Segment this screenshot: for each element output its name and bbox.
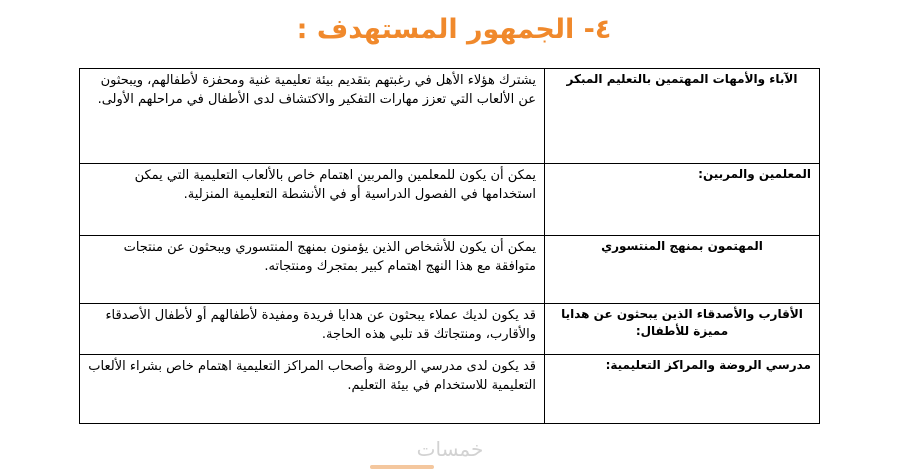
audience-description-cell: قد يكون لدى مدرسي الروضة وأصحاب المراكز التعليمية اهتمام خاص بشراء الألعاب التعليمية للاستخدام في بيئة التعليم. bbox=[80, 355, 545, 424]
section-title: ٤- الجمهور المستهدف : bbox=[296, 14, 612, 45]
table-row bbox=[80, 69, 820, 164]
watermark-underline bbox=[370, 465, 434, 469]
table-row bbox=[80, 164, 820, 236]
table-row bbox=[80, 304, 820, 355]
audience-description-cell: يمكن أن يكون للمعلمين والمربين اهتمام خاص بالألعاب التعليمية التي يمكن استخدامها في الفصول الدراسية أو في الأنشطة التعليمية المنزلية. bbox=[80, 164, 545, 236]
table-row bbox=[80, 355, 820, 424]
table-row bbox=[80, 236, 820, 304]
watermark: خمسات bbox=[416, 437, 484, 461]
audience-group-cell: المعلمين والمربين: bbox=[545, 164, 820, 236]
audience-group-cell: الآباء والأمهات المهتمين بالتعليم المبكر bbox=[545, 69, 820, 164]
audience-group-cell: مدرسي الروضة والمراكز التعليمية: bbox=[545, 355, 820, 424]
audience-group-cell: الأقارب والأصدقاء الذين يبحثون عن هدايا مميزة للأطفال: bbox=[545, 304, 820, 355]
audience-description-cell: قد يكون لديك عملاء يبحثون عن هدايا فريدة ومفيدة لأطفالهم أو لأطفال الأصدقاء والأقارب، ومنتجاتك قد تلبي هذه الحاجة. bbox=[80, 304, 545, 355]
target-audience-table bbox=[79, 68, 820, 424]
audience-description-cell: يشترك هؤلاء الأهل في رغبتهم بتقديم بيئة تعليمية غنية ومحفزة لأطفالهم، ويبحثون عن الألعاب التي تعزز مهارات التفكير والاكتشاف لدى الأطفال في مراحلهم الأولى. bbox=[80, 69, 545, 164]
audience-group-cell: المهتمون بمنهج المنتسوري bbox=[545, 236, 820, 304]
audience-description-cell: يمكن أن يكون للأشخاص الذين يؤمنون بمنهج المنتسوري ويبحثون عن منتجات متوافقة مع هذا النهج اهتمام كبير بمتجرك ومنتجاته. bbox=[80, 236, 545, 304]
